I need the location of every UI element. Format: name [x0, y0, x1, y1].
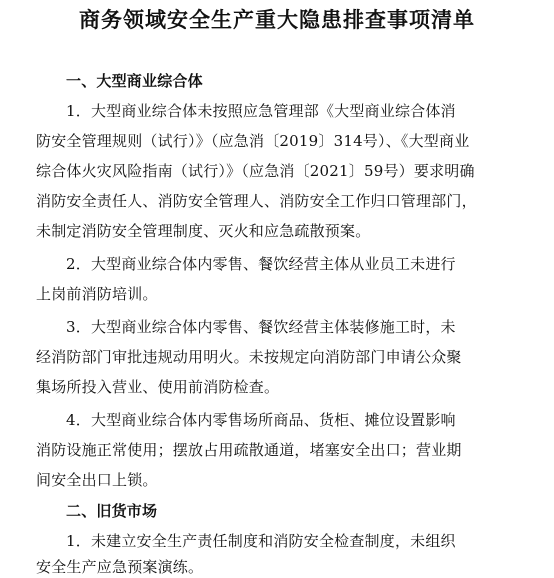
paragraph-line: 2．大型商业综合体内零售、餐饮经营主体从业员工未进行: [66, 255, 456, 273]
paragraph-line: 1．大型商业综合体未按照应急管理部《大型商业综合体消: [66, 102, 456, 120]
paragraph-line: 1．未建立安全生产责任制度和消防安全检查制度，未组织: [66, 532, 456, 550]
paragraph-line: 消防设施正常使用；摆放占用疏散通道，堵塞安全出口；营业期: [36, 441, 462, 459]
paragraph-line: 防安全管理规则（试行）》（应急消〔2019〕314号）、《大型商业: [36, 132, 470, 150]
paragraph-line: 上岗前消防培训。: [36, 285, 158, 303]
section-heading-commercial-complex: 一、大型商业综合体: [66, 72, 203, 90]
paragraph-line: 集场所投入营业、使用前消防检查。: [36, 378, 280, 396]
paragraph-line: 经消防部门审批违规动用明火。未按规定向消防部门申请公众聚: [36, 348, 462, 366]
paragraph-line: 综合体火灾风险指南（试行）》（应急消〔2021〕59号）要求明确: [36, 162, 475, 180]
paragraph-line: 未制定消防安全管理制度、灭火和应急疏散预案。: [36, 222, 371, 240]
section-heading-second-hand-market: 二、旧货市场: [66, 502, 158, 520]
paragraph-line: 消防安全责任人、消防安全管理人、消防安全工作归口管理部门，: [36, 192, 477, 210]
paragraph-line: 3．大型商业综合体内零售、餐饮经营主体装修施工时，未: [66, 318, 456, 336]
paragraph-line: 4．大型商业综合体内零售场所商品、货柜、摊位设置影响: [66, 411, 456, 429]
paragraph-line: 间安全出口上锁。: [36, 471, 158, 489]
document-title: 商务领域安全生产重大隐患排查事项清单: [79, 8, 475, 32]
paragraph-line: 安全生产应急预案演练。: [36, 558, 204, 576]
